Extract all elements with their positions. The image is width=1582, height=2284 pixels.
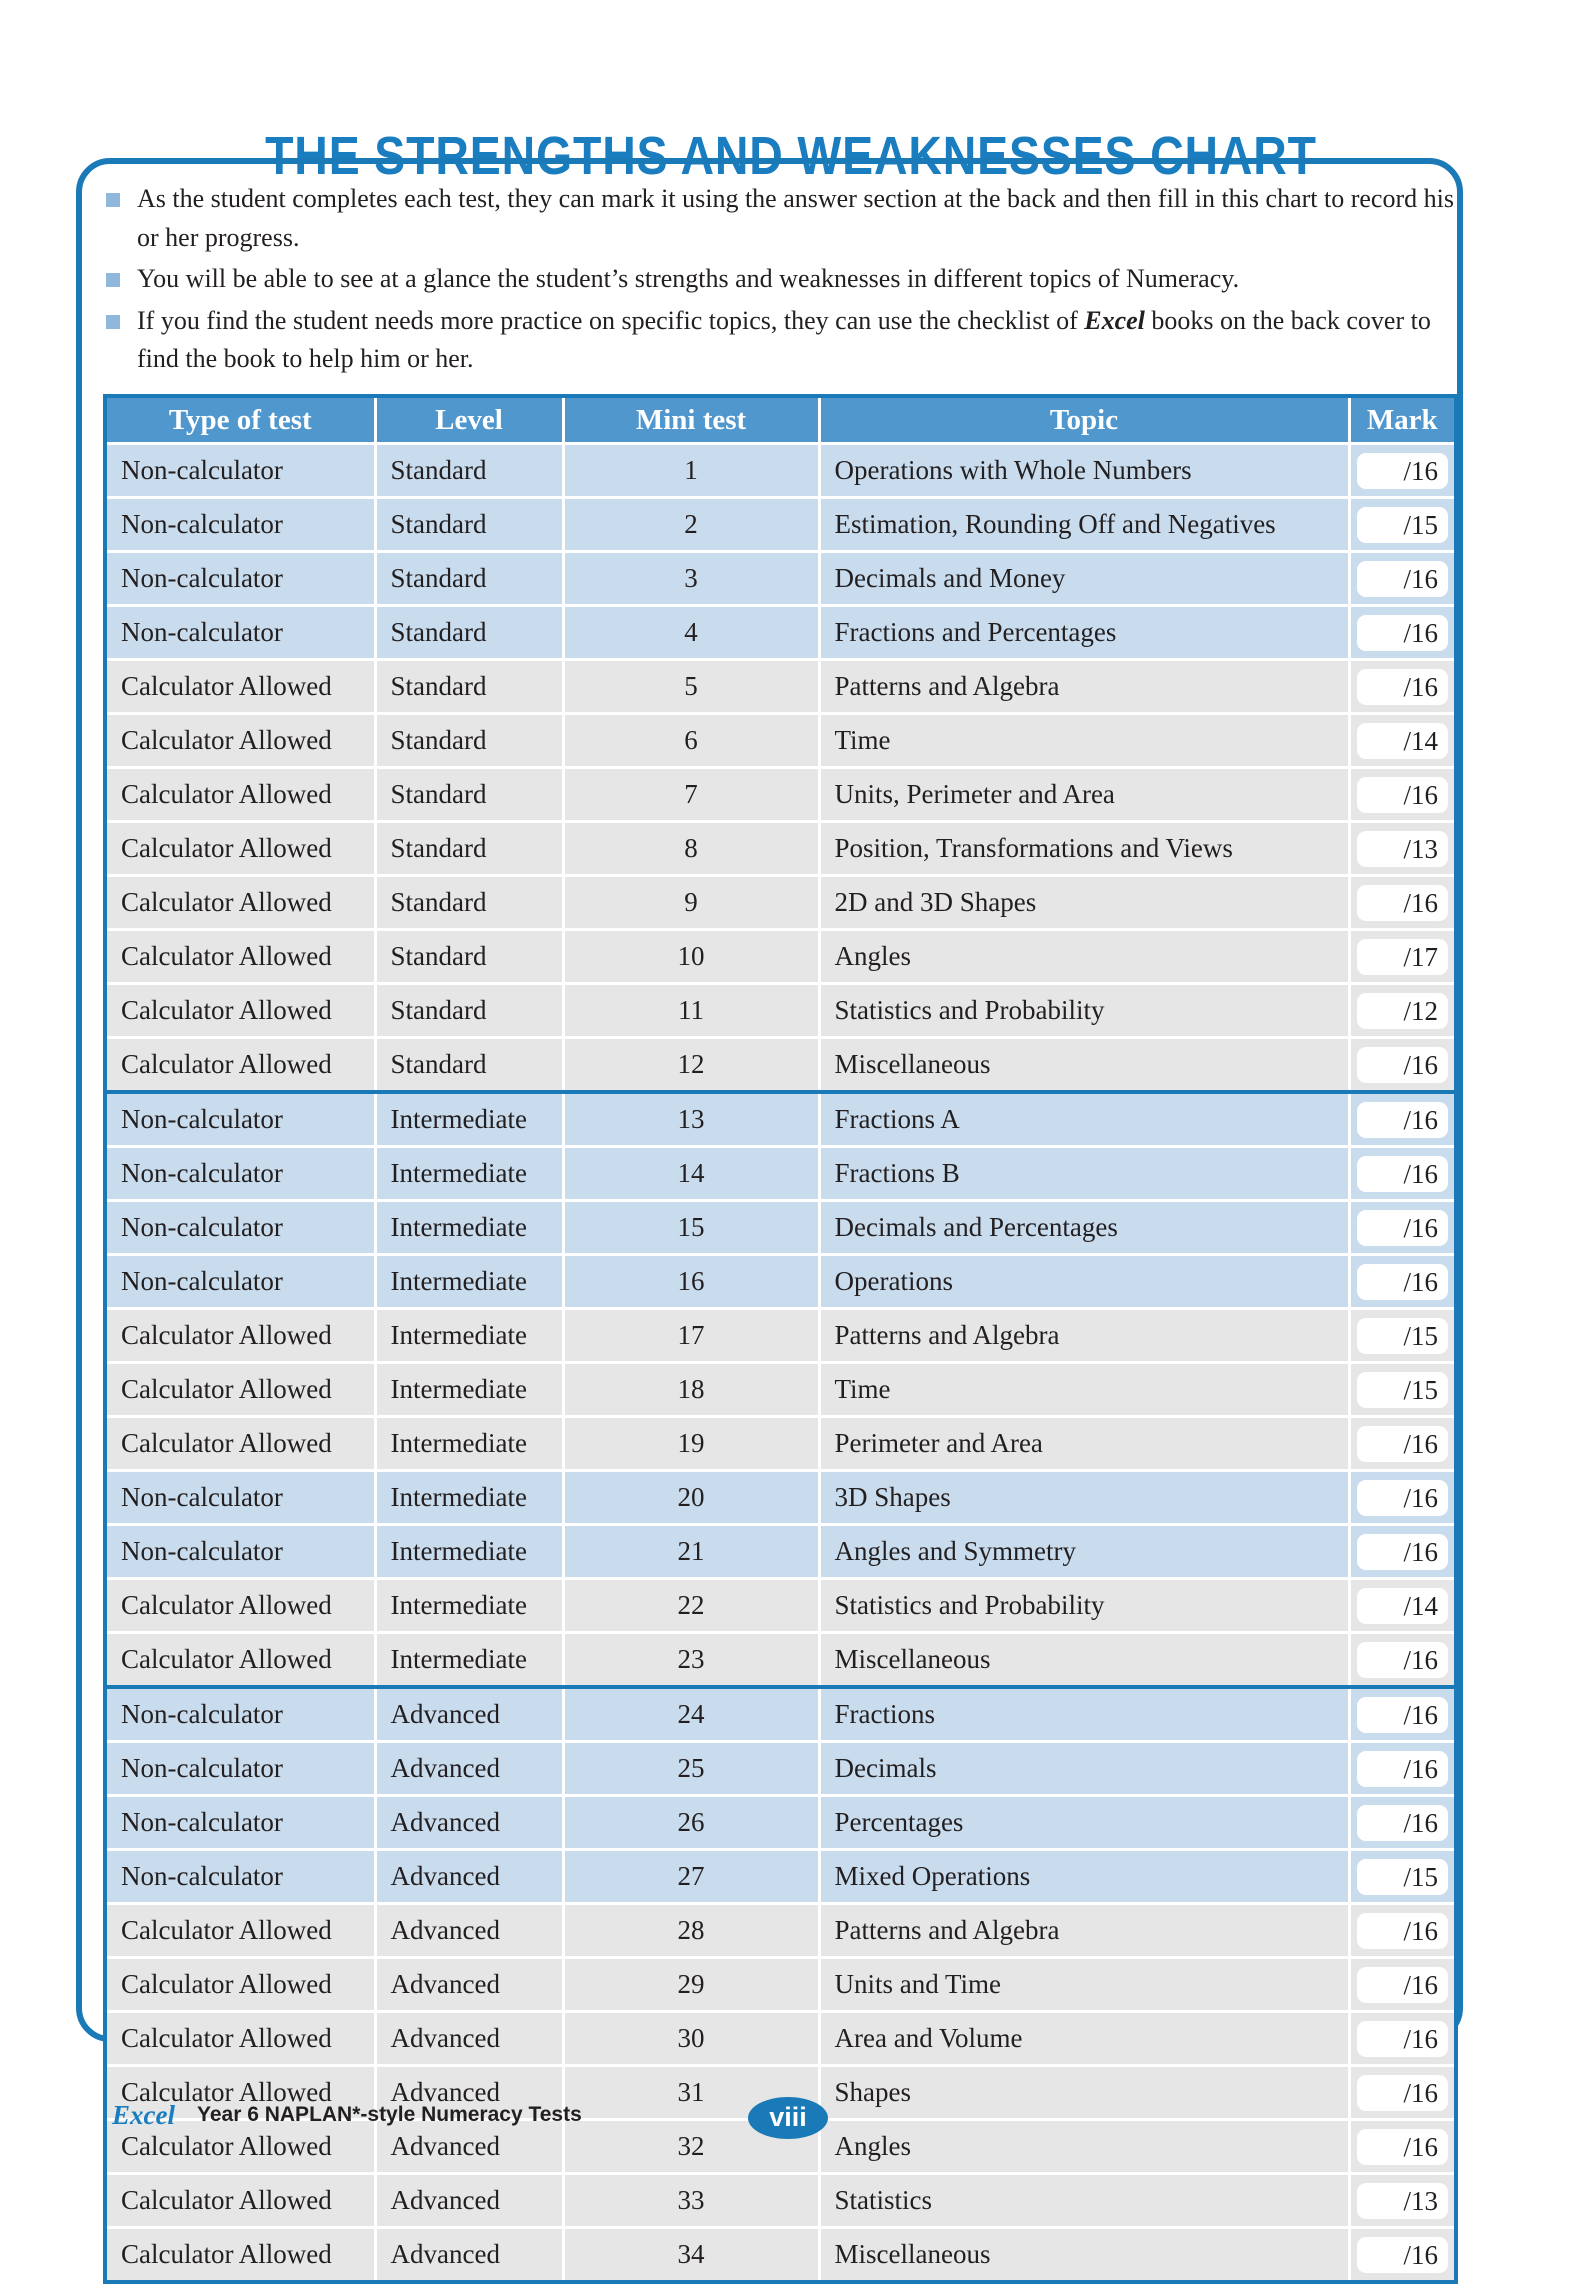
- cell-mark: [1349, 1958, 1456, 2012]
- cell-topic: Miscellaneous: [819, 2228, 1349, 2283]
- table-row: [105, 498, 1456, 552]
- cell-mark: [1349, 1255, 1456, 1309]
- cell-topic: Fractions B: [819, 1147, 1349, 1201]
- table-row: [105, 1255, 1456, 1309]
- cell-type-of-test: Non-calculator: [105, 1850, 375, 1904]
- page-number-badge: viii: [748, 2097, 828, 2139]
- cell-mini-test: 22: [563, 1579, 819, 1633]
- cell-mini-test: 14: [563, 1147, 819, 1201]
- strengths-weaknesses-table: [103, 394, 1458, 2284]
- cell-mark: [1349, 1417, 1456, 1471]
- cell-type-of-test: Calculator Allowed: [105, 984, 375, 1038]
- cell-mini-test: 29: [563, 1958, 819, 2012]
- mark-entry-box[interactable]: /16: [1357, 885, 1449, 921]
- cell-type-of-test: Non-calculator: [105, 1201, 375, 1255]
- footer-book-title: Year 6 NAPLAN*-style Numeracy Tests: [197, 2103, 582, 2126]
- mark-entry-box[interactable]: /16: [1357, 1642, 1449, 1678]
- cell-topic: Miscellaneous: [819, 1038, 1349, 1093]
- cell-type-of-test: Calculator Allowed: [105, 2228, 375, 2283]
- table-row: [105, 2174, 1456, 2228]
- cell-type-of-test: Calculator Allowed: [105, 660, 375, 714]
- column-header-type: Type of test: [105, 396, 375, 444]
- mark-entry-box[interactable]: /15: [1357, 1318, 1449, 1354]
- mark-entry-box[interactable]: /16: [1357, 2075, 1449, 2111]
- cell-mark: [1349, 1038, 1456, 1093]
- cell-mark: [1349, 876, 1456, 930]
- mark-entry-box[interactable]: /15: [1357, 1372, 1449, 1408]
- cell-mark: [1349, 1633, 1456, 1688]
- cell-topic: Units and Time: [819, 1958, 1349, 2012]
- table-header-row: [105, 396, 1456, 444]
- table-row: [105, 714, 1456, 768]
- mark-entry-box[interactable]: /16: [1357, 777, 1449, 813]
- cell-mark: [1349, 1742, 1456, 1796]
- mark-entry-box[interactable]: /12: [1357, 993, 1449, 1029]
- table-row: [105, 930, 1456, 984]
- cell-level: Advanced: [375, 1796, 563, 1850]
- cell-topic: 3D Shapes: [819, 1471, 1349, 1525]
- cell-mini-test: 32: [563, 2120, 819, 2174]
- cell-mark: [1349, 1904, 1456, 1958]
- cell-type-of-test: Calculator Allowed: [105, 1958, 375, 2012]
- mark-entry-box[interactable]: /16: [1357, 1967, 1449, 2003]
- instruction-text: You will be able to see at a glance the student’s strengths and weaknesses in different topics of Numeracy.: [137, 264, 1240, 293]
- mark-entry-box[interactable]: /14: [1357, 1588, 1449, 1624]
- mark-entry-box[interactable]: /15: [1357, 507, 1449, 543]
- mark-entry-box[interactable]: /16: [1357, 669, 1449, 705]
- cell-topic: Statistics and Probability: [819, 1579, 1349, 1633]
- cell-level: Standard: [375, 984, 563, 1038]
- cell-level: Standard: [375, 822, 563, 876]
- mark-entry-box[interactable]: /16: [1357, 2021, 1449, 2057]
- table-row: [105, 552, 1456, 606]
- table-row: [105, 1742, 1456, 1796]
- cell-mark: [1349, 1796, 1456, 1850]
- cell-level: Advanced: [375, 1742, 563, 1796]
- cell-mark: [1349, 984, 1456, 1038]
- cell-level: Standard: [375, 552, 563, 606]
- cell-topic: Decimals and Money: [819, 552, 1349, 606]
- cell-level: Standard: [375, 930, 563, 984]
- cell-level: Advanced: [375, 2174, 563, 2228]
- cell-topic: Area and Volume: [819, 2012, 1349, 2066]
- mark-entry-box[interactable]: /16: [1357, 1264, 1449, 1300]
- table-body: [105, 444, 1456, 2283]
- cell-mark: [1349, 1309, 1456, 1363]
- cell-topic: Miscellaneous: [819, 1633, 1349, 1688]
- mark-entry-box[interactable]: /16: [1357, 1480, 1449, 1516]
- cell-type-of-test: Non-calculator: [105, 1525, 375, 1579]
- cell-type-of-test: Calculator Allowed: [105, 1417, 375, 1471]
- cell-topic: Percentages: [819, 1796, 1349, 1850]
- mark-entry-box[interactable]: /16: [1357, 1534, 1449, 1570]
- cell-level: Advanced: [375, 1904, 563, 1958]
- cell-mini-test: 33: [563, 2174, 819, 2228]
- cell-topic: Units, Perimeter and Area: [819, 768, 1349, 822]
- square-bullet-icon: [106, 193, 120, 207]
- cell-type-of-test: Non-calculator: [105, 1742, 375, 1796]
- mark-entry-box[interactable]: /17: [1357, 939, 1449, 975]
- cell-type-of-test: Non-calculator: [105, 1255, 375, 1309]
- cell-type-of-test: Calculator Allowed: [105, 1309, 375, 1363]
- cell-topic: Decimals: [819, 1742, 1349, 1796]
- cell-topic: Operations: [819, 1255, 1349, 1309]
- table-row: [105, 1092, 1456, 1147]
- cell-type-of-test: Calculator Allowed: [105, 768, 375, 822]
- cell-mini-test: 9: [563, 876, 819, 930]
- page-title: THE STRENGTHS AND WEAKNESSES CHART: [265, 126, 1317, 187]
- cell-type-of-test: Non-calculator: [105, 498, 375, 552]
- table-row: [105, 1038, 1456, 1093]
- cell-type-of-test: Calculator Allowed: [105, 2174, 375, 2228]
- cell-level: Standard: [375, 660, 563, 714]
- cell-mini-test: 24: [563, 1687, 819, 1742]
- cell-topic: Patterns and Algebra: [819, 1309, 1349, 1363]
- cell-mark: [1349, 822, 1456, 876]
- cell-topic: Statistics and Probability: [819, 984, 1349, 1038]
- cell-mini-test: 2: [563, 498, 819, 552]
- cell-topic: Angles: [819, 930, 1349, 984]
- cell-level: Advanced: [375, 2228, 563, 2283]
- cell-topic: Decimals and Percentages: [819, 1201, 1349, 1255]
- cell-level: Advanced: [375, 2066, 563, 2120]
- cell-level: Standard: [375, 714, 563, 768]
- table-row: [105, 1309, 1456, 1363]
- table-row: [105, 1796, 1456, 1850]
- column-header-topic: Topic: [819, 396, 1349, 444]
- cell-mark: [1349, 1092, 1456, 1147]
- cell-mini-test: 5: [563, 660, 819, 714]
- cell-mini-test: 25: [563, 1742, 819, 1796]
- table-row: [105, 1633, 1456, 1688]
- table-row: [105, 444, 1456, 498]
- cell-mark: [1349, 606, 1456, 660]
- cell-topic: Time: [819, 1363, 1349, 1417]
- cell-topic: Perimeter and Area: [819, 1417, 1349, 1471]
- cell-topic: Shapes: [819, 2066, 1349, 2120]
- instruction-item: [105, 260, 1475, 299]
- mark-entry-box[interactable]: /15: [1357, 1859, 1449, 1895]
- cell-topic: Statistics: [819, 2174, 1349, 2228]
- cell-mini-test: 17: [563, 1309, 819, 1363]
- cell-type-of-test: Calculator Allowed: [105, 1579, 375, 1633]
- cell-type-of-test: Non-calculator: [105, 1687, 375, 1742]
- cell-mark: [1349, 1850, 1456, 1904]
- excel-brand-emphasis: Excel: [1084, 305, 1145, 335]
- mark-entry-box[interactable]: /16: [1357, 1751, 1449, 1787]
- table-row: [105, 2228, 1456, 2283]
- cell-type-of-test: Non-calculator: [105, 1471, 375, 1525]
- mark-entry-box[interactable]: /16: [1357, 1913, 1449, 1949]
- cell-mini-test: 7: [563, 768, 819, 822]
- cell-mini-test: 10: [563, 930, 819, 984]
- cell-mark: [1349, 498, 1456, 552]
- cell-level: Intermediate: [375, 1471, 563, 1525]
- cell-type-of-test: Calculator Allowed: [105, 1633, 375, 1688]
- table-row: [105, 660, 1456, 714]
- cell-topic: Patterns and Algebra: [819, 660, 1349, 714]
- table-row: [105, 984, 1456, 1038]
- mark-entry-box[interactable]: /16: [1357, 2237, 1449, 2273]
- cell-topic: Fractions A: [819, 1092, 1349, 1147]
- table-row: [105, 1525, 1456, 1579]
- cell-mini-test: 23: [563, 1633, 819, 1688]
- cell-type-of-test: Non-calculator: [105, 606, 375, 660]
- cell-mini-test: 21: [563, 1525, 819, 1579]
- cell-level: Standard: [375, 1038, 563, 1093]
- cell-topic: Mixed Operations: [819, 1850, 1349, 1904]
- table-row: [105, 1958, 1456, 2012]
- cell-topic: Patterns and Algebra: [819, 1904, 1349, 1958]
- mark-entry-box[interactable]: /16: [1357, 1426, 1449, 1462]
- cell-mini-test: 31: [563, 2066, 819, 2120]
- cell-mini-test: 19: [563, 1417, 819, 1471]
- cell-type-of-test: Calculator Allowed: [105, 876, 375, 930]
- cell-topic: Angles and Symmetry: [819, 1525, 1349, 1579]
- table-row: [105, 1363, 1456, 1417]
- cell-mark: [1349, 2012, 1456, 2066]
- mark-entry-box[interactable]: /14: [1357, 723, 1449, 759]
- cell-mark: [1349, 1579, 1456, 1633]
- cell-type-of-test: Non-calculator: [105, 1147, 375, 1201]
- cell-mini-test: 27: [563, 1850, 819, 1904]
- mark-entry-box[interactable]: /16: [1357, 1697, 1449, 1733]
- cell-level: Intermediate: [375, 1092, 563, 1147]
- cell-mark: [1349, 714, 1456, 768]
- cell-level: Intermediate: [375, 1309, 563, 1363]
- cell-mark: [1349, 2174, 1456, 2228]
- mark-entry-box[interactable]: /16: [1357, 1102, 1449, 1138]
- cell-type-of-test: Non-calculator: [105, 552, 375, 606]
- cell-mark: [1349, 660, 1456, 714]
- table-row: [105, 876, 1456, 930]
- cell-mark: [1349, 768, 1456, 822]
- cell-topic: Operations with Whole Numbers: [819, 444, 1349, 498]
- cell-mini-test: 18: [563, 1363, 819, 1417]
- cell-type-of-test: Calculator Allowed: [105, 2012, 375, 2066]
- cell-mini-test: 34: [563, 2228, 819, 2283]
- table-row: [105, 1201, 1456, 1255]
- table-row: [105, 2012, 1456, 2066]
- instruction-text: As the student completes each test, they can mark it using the answer section at the back and then fill in this chart to record his or her progress.: [137, 184, 1454, 252]
- cell-mini-test: 26: [563, 1796, 819, 1850]
- footer-brand-logo: Excel: [112, 2100, 175, 2130]
- table-row: [105, 1471, 1456, 1525]
- cell-mini-test: 6: [563, 714, 819, 768]
- mark-entry-box[interactable]: /16: [1357, 1156, 1449, 1192]
- mark-entry-box[interactable]: /16: [1357, 1210, 1449, 1246]
- cell-topic: Estimation, Rounding Off and Negatives: [819, 498, 1349, 552]
- strengths-weaknesses-table-container: [103, 394, 1454, 2284]
- cell-type-of-test: Calculator Allowed: [105, 822, 375, 876]
- instruction-text: books on the back cover to find the book to help him or her.: [137, 305, 1431, 373]
- instructions-list: [105, 180, 1475, 382]
- instruction-item: [105, 180, 1475, 257]
- cell-level: Intermediate: [375, 1525, 563, 1579]
- cell-topic: Fractions: [819, 1687, 1349, 1742]
- cell-level: Intermediate: [375, 1633, 563, 1688]
- cell-type-of-test: Calculator Allowed: [105, 1038, 375, 1093]
- cell-mini-test: 28: [563, 1904, 819, 1958]
- cell-mark: [1349, 1201, 1456, 1255]
- cell-level: Advanced: [375, 1958, 563, 2012]
- cell-type-of-test: Calculator Allowed: [105, 714, 375, 768]
- cell-mark: [1349, 2228, 1456, 2283]
- cell-mark: [1349, 552, 1456, 606]
- mark-entry-box[interactable]: /16: [1357, 2129, 1449, 2165]
- cell-mini-test: 13: [563, 1092, 819, 1147]
- cell-level: Advanced: [375, 2120, 563, 2174]
- instruction-text: If you find the student needs more practice on specific topics, they can use the checklist of: [137, 305, 1085, 335]
- cell-mark: [1349, 2066, 1456, 2120]
- table-row: [105, 1904, 1456, 1958]
- mark-entry-box[interactable]: /16: [1357, 561, 1449, 597]
- cell-level: Advanced: [375, 1687, 563, 1742]
- cell-mini-test: 4: [563, 606, 819, 660]
- table-row: [105, 1147, 1456, 1201]
- cell-level: Standard: [375, 498, 563, 552]
- table-row: [105, 1687, 1456, 1742]
- cell-level: Intermediate: [375, 1363, 563, 1417]
- cell-mini-test: 3: [563, 552, 819, 606]
- cell-topic: Position, Transformations and Views: [819, 822, 1349, 876]
- table-row: [105, 1417, 1456, 1471]
- cell-mark: [1349, 930, 1456, 984]
- table-row: [105, 1579, 1456, 1633]
- cell-level: Intermediate: [375, 1417, 563, 1471]
- cell-level: Intermediate: [375, 1201, 563, 1255]
- table-row: [105, 822, 1456, 876]
- cell-type-of-test: Calculator Allowed: [105, 2120, 375, 2174]
- cell-mark: [1349, 1147, 1456, 1201]
- cell-mini-test: 15: [563, 1201, 819, 1255]
- column-header-mark: Mark: [1349, 396, 1456, 444]
- cell-mark: [1349, 1525, 1456, 1579]
- cell-type-of-test: Non-calculator: [105, 1092, 375, 1147]
- cell-type-of-test: Non-calculator: [105, 1796, 375, 1850]
- cell-mark: [1349, 1363, 1456, 1417]
- cell-mini-test: 1: [563, 444, 819, 498]
- mark-entry-box[interactable]: /13: [1357, 2183, 1449, 2219]
- cell-type-of-test: Non-calculator: [105, 444, 375, 498]
- cell-level: Standard: [375, 606, 563, 660]
- cell-level: Standard: [375, 876, 563, 930]
- mark-entry-box[interactable]: /13: [1357, 831, 1449, 867]
- cell-mini-test: 11: [563, 984, 819, 1038]
- mark-entry-box[interactable]: /16: [1357, 615, 1449, 651]
- instruction-item: [105, 302, 1475, 379]
- cell-mini-test: 12: [563, 1038, 819, 1093]
- cell-topic: 2D and 3D Shapes: [819, 876, 1349, 930]
- square-bullet-icon: [106, 315, 120, 329]
- cell-mark: [1349, 1687, 1456, 1742]
- column-header-level: Level: [375, 396, 563, 444]
- cell-level: Intermediate: [375, 1579, 563, 1633]
- cell-level: Intermediate: [375, 1255, 563, 1309]
- table-row: [105, 606, 1456, 660]
- cell-level: Intermediate: [375, 1147, 563, 1201]
- cell-mini-test: 16: [563, 1255, 819, 1309]
- cell-mark: [1349, 2120, 1456, 2174]
- mark-entry-box[interactable]: /16: [1357, 453, 1449, 489]
- cell-mini-test: 20: [563, 1471, 819, 1525]
- table-row: [105, 1850, 1456, 1904]
- mark-entry-box[interactable]: /16: [1357, 1805, 1449, 1841]
- cell-mark: [1349, 444, 1456, 498]
- cell-level: Standard: [375, 768, 563, 822]
- cell-type-of-test: Calculator Allowed: [105, 930, 375, 984]
- cell-level: Advanced: [375, 1850, 563, 1904]
- cell-topic: Fractions and Percentages: [819, 606, 1349, 660]
- cell-type-of-test: Calculator Allowed: [105, 1363, 375, 1417]
- square-bullet-icon: [106, 273, 120, 287]
- cell-mini-test: 30: [563, 2012, 819, 2066]
- table-row: [105, 768, 1456, 822]
- cell-topic: Angles: [819, 2120, 1349, 2174]
- cell-mark: [1349, 1471, 1456, 1525]
- cell-level: Advanced: [375, 2012, 563, 2066]
- cell-type-of-test: Calculator Allowed: [105, 1904, 375, 1958]
- mark-entry-box[interactable]: /16: [1357, 1047, 1449, 1083]
- cell-type-of-test: Calculator Allowed: [105, 2066, 375, 2120]
- cell-mini-test: 8: [563, 822, 819, 876]
- cell-level: Standard: [375, 444, 563, 498]
- column-header-mini-test: Mini test: [563, 396, 819, 444]
- cell-topic: Time: [819, 714, 1349, 768]
